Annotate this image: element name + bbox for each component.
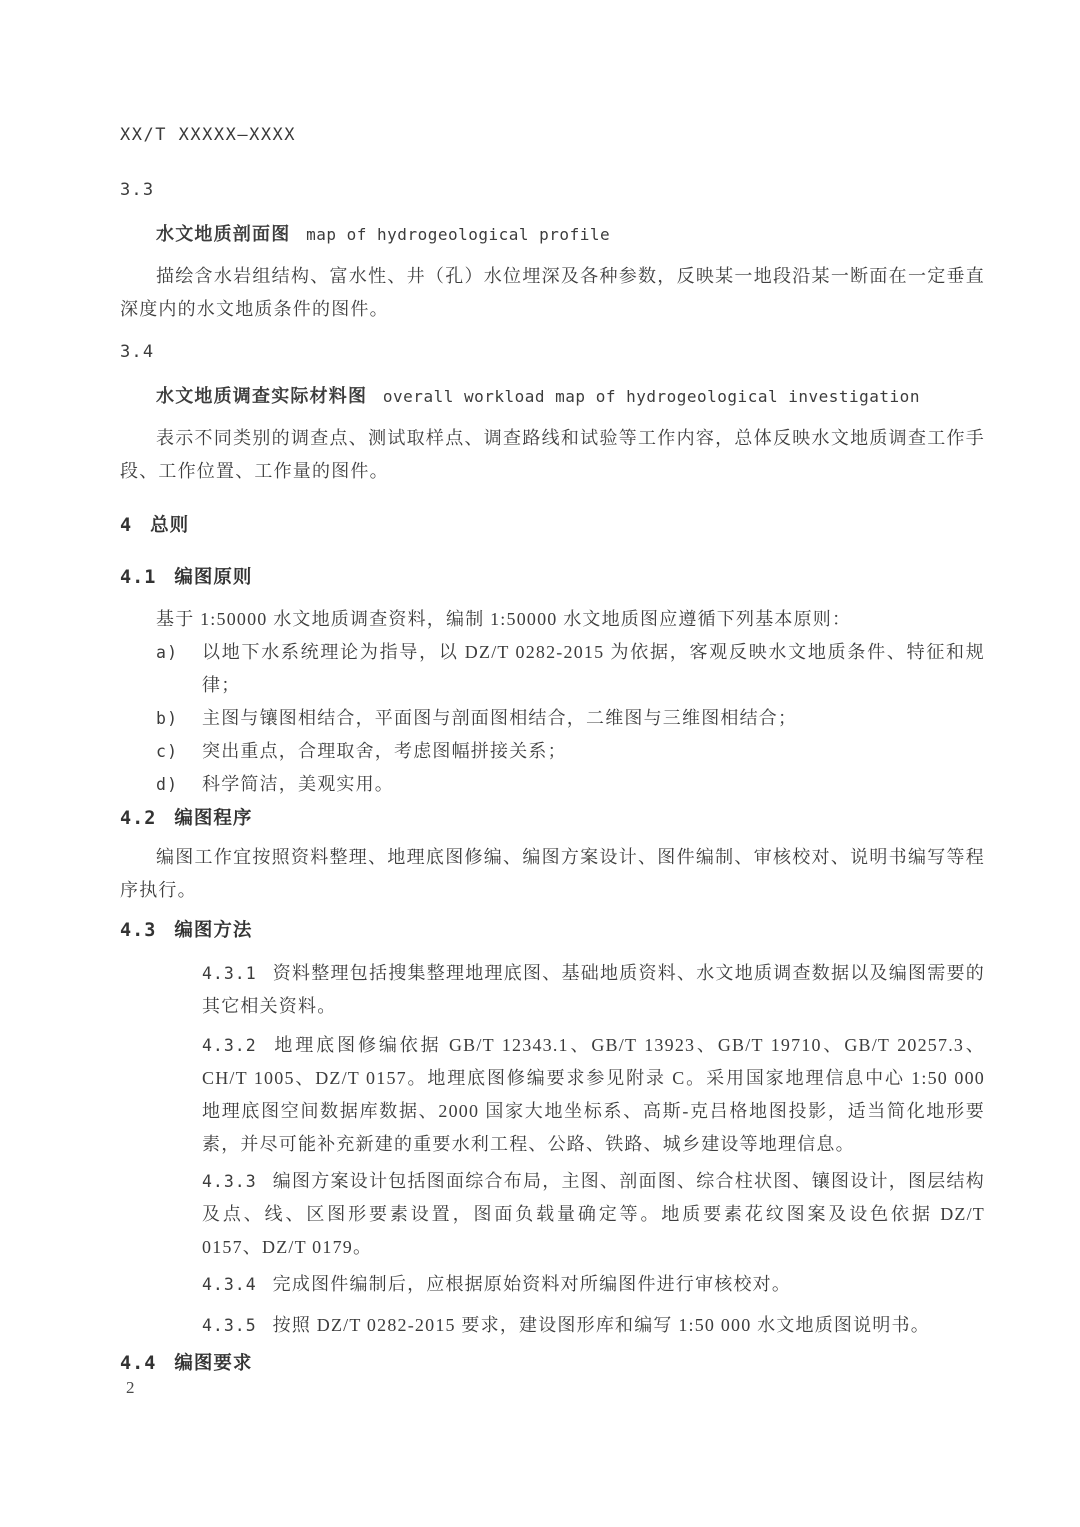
term-zh-3-4: 水文地质调查实际材料图 — [156, 386, 368, 406]
chapter-number: 4 — [120, 515, 133, 536]
term-en-3-3: map of hydrogeological profile — [306, 225, 611, 244]
principle-text-c: 突出重点，合理取舍，考虑图幅拼接关系； — [202, 741, 567, 761]
term-heading-3-4 — [120, 380, 985, 413]
principle-text-b: 主图与镶图相结合，平面图与剖面图相结合，二维图与三维图相结合； — [202, 708, 798, 728]
clause-text-4-3-5: 按照 DZ/T 0282-2015 要求，建设图形库和编写 1:50 000 水文地质图说明书。 — [272, 1315, 930, 1335]
section-number-4-2: 4.2 — [120, 808, 157, 829]
clause-text-4-3-2: 地理底图修编依据 GB/T 12343.1、GB/T 13923、GB/T 19710、GB/T 20257.3、CH/T 1005、DZ/T 0157。地理底图修编要求参见附录 C。采用国家地理信息中心 1:50 000 地理底图空间数据库数据、2000 国家大地坐标系、高斯-克吕格地图投影，适当简化地形要素，并尽可能补充新建的重要水利工程、公路、铁路、城乡建设等地理信息。 — [202, 1035, 985, 1154]
principle-item-b — [120, 702, 985, 735]
chapter-heading-4 — [120, 508, 985, 542]
principle-item-d — [120, 768, 985, 801]
clause-4-3-5 — [202, 1309, 985, 1342]
section-heading-4-2 — [120, 801, 985, 835]
page-number: 2 — [126, 1378, 136, 1397]
principles-list — [120, 636, 985, 801]
clause-4-3-2 — [202, 1029, 985, 1161]
term-definition-3-3: 描绘含水岩组结构、富水性、井（孔）水位埋深及各种参数，反映某一地段沿某一断面在一定垂直深度内的水文地质条件的图件。 — [120, 266, 985, 319]
procedure-paragraph: 编图工作宜按照资料整理、地理底图修编、编图方案设计、图件编制、审核校对、说明书编写等程序执行。 — [120, 847, 985, 900]
clause-number-4-3-1: 4.3.1 — [202, 964, 257, 983]
clause-4-3-3 — [202, 1165, 985, 1264]
principle-text-a: 以地下水系统理论为指导，以 DZ/T 0282-2015 为依据，客观反映水文地质条件、特征和规律； — [202, 642, 985, 695]
principle-text-d: 科学简洁，美观实用。 — [202, 774, 394, 794]
section-title-4-1: 编图原则 — [174, 566, 253, 587]
section-number-4-3: 4.3 — [120, 920, 157, 941]
term-heading-3-3 — [120, 218, 985, 251]
section-title-4-3: 编图方法 — [174, 919, 253, 940]
chapter-title: 总则 — [150, 514, 190, 535]
clause-4-3-4 — [202, 1268, 985, 1301]
section-heading-4-3 — [120, 913, 985, 947]
document-header-code: XX/T XXXXX—XXXX — [120, 125, 297, 145]
section-number-4-4: 4.4 — [120, 1353, 157, 1374]
clause-number-4-3-5: 4.3.5 — [202, 1316, 257, 1335]
section-heading-4-4 — [120, 1346, 985, 1380]
clause-number-4-3-3: 4.3.3 — [202, 1172, 257, 1191]
principle-label-a: a) — [156, 643, 179, 662]
principle-item-a — [120, 636, 985, 702]
clause-text-4-3-1: 资料整理包括搜集整理地理底图、基础地质资料、水文地质调查数据以及编图需要的其它相关资料。 — [202, 963, 985, 1016]
section-number-4-1: 4.1 — [120, 567, 157, 588]
term-zh-3-3: 水文地质剖面图 — [156, 224, 291, 244]
clause-4-3-1 — [202, 957, 985, 1023]
section-title-4-2: 编图程序 — [174, 807, 253, 828]
term-number-3-4: 3.4 — [120, 342, 155, 362]
clause-text-4-3-3: 编图方案设计包括图面综合布局，主图、剖面图、综合柱状图、镶图设计，图层结构及点、线、区图形要素设置，图面负载量确定等。地质要素花纹图案及设色依据 DZ/T 0157、DZ/T 0179。 — [202, 1171, 985, 1257]
clause-text-4-3-4: 完成图件编制后，应根据原始资料对所编图件进行审核校对。 — [272, 1274, 792, 1294]
principles-intro: 基于 1:50000 水文地质调查资料，编制 1:50000 水文地质图应遵循下列基本原则： — [156, 609, 852, 629]
principle-label-c: c) — [156, 742, 179, 761]
term-number-3-3: 3.3 — [120, 180, 155, 200]
term-en-3-4: overall workload map of hydrogeological investigation — [382, 387, 920, 406]
section-heading-4-1 — [120, 560, 985, 594]
principle-label-b: b) — [156, 709, 179, 728]
principle-item-c — [120, 735, 985, 768]
term-definition-3-4: 表示不同类别的调查点、测试取样点、调查路线和试验等工作内容，总体反映水文地质调查工作手段、工作位置、工作量的图件。 — [120, 428, 985, 481]
principle-label-d: d) — [156, 775, 179, 794]
section-title-4-4: 编图要求 — [174, 1352, 253, 1373]
clause-number-4-3-4: 4.3.4 — [202, 1275, 257, 1294]
clause-number-4-3-2: 4.3.2 — [202, 1036, 257, 1055]
